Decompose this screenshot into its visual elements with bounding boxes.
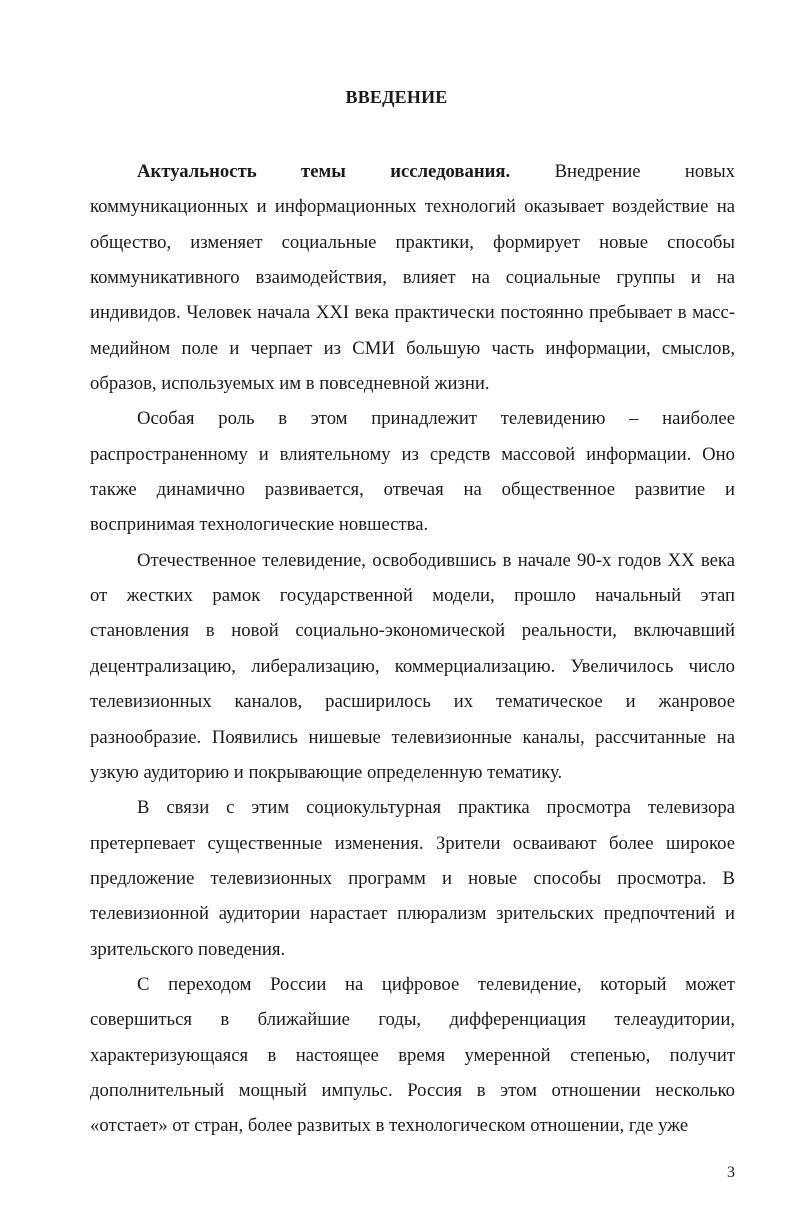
paragraph-television-role: Особая роль в этом принадлежит телевидению – наиболее распространенному и влиятельному из средств массовой информации. Оно также динамично развивается, отвечая на общественное развитие и воспринимая технологические новшества.	[90, 408, 735, 536]
relevance-text: Внедрение новых коммуникационных и информационных технологий оказывает воздействие на общество, изменяет социальные практики, формирует новые способы коммуникативного взаимодействия, влияет на социальные группы и на индивидов. Человек начала XXI века практически постоянно пребывает в масс-медийном поле и черпает из СМИ большую часть информации, смыслов, образов, используемых им в повседневной жизни.	[90, 161, 735, 395]
page-number: 3	[727, 1164, 735, 1181]
body-text	[90, 154, 735, 1144]
paragraph-domestic-television: Отечественное телевидение, освободившись в начале 90-х годов XX века от жестких рамок государственной модели, прошло начальный этап становления в новой социально-экономической реальности, включавший децентрализацию, либерализацию, коммерциализацию. Увеличилось число телевизионных каналов, расширилось их тематическое и жанровое разнообразие. Появились нишевые телевизионные каналы, рассчитанные на узкую аудиторию и покрывающие определенную тематику.	[90, 549, 735, 783]
paragraph-relevance	[90, 154, 735, 401]
paragraph-viewing-practice: В связи с этим социокультурная практика просмотра телевизора претерпевает существенные изменения. Зрители осваивают более широкое предложение телевизионных программ и новые способы просмотра. В телевизионной аудитории нарастает плюрализм зрительских предпочтений и зрительского поведения.	[90, 797, 735, 960]
paragraph-digital-transition: С переходом России на цифровое телевидение, который может совершиться в ближайшие годы, дифференциация телеаудитории, характеризующаяся в настоящее время умеренной степенью, получит дополнительный мощный импульс. Россия в этом отношении несколько «отстает» от стран, более развитых в технологическом отношении, где уже	[90, 973, 735, 1137]
chapter-heading: ВВЕДЕНИЕ	[345, 87, 448, 107]
relevance-lead: Актуальность темы исследования.	[137, 161, 511, 182]
